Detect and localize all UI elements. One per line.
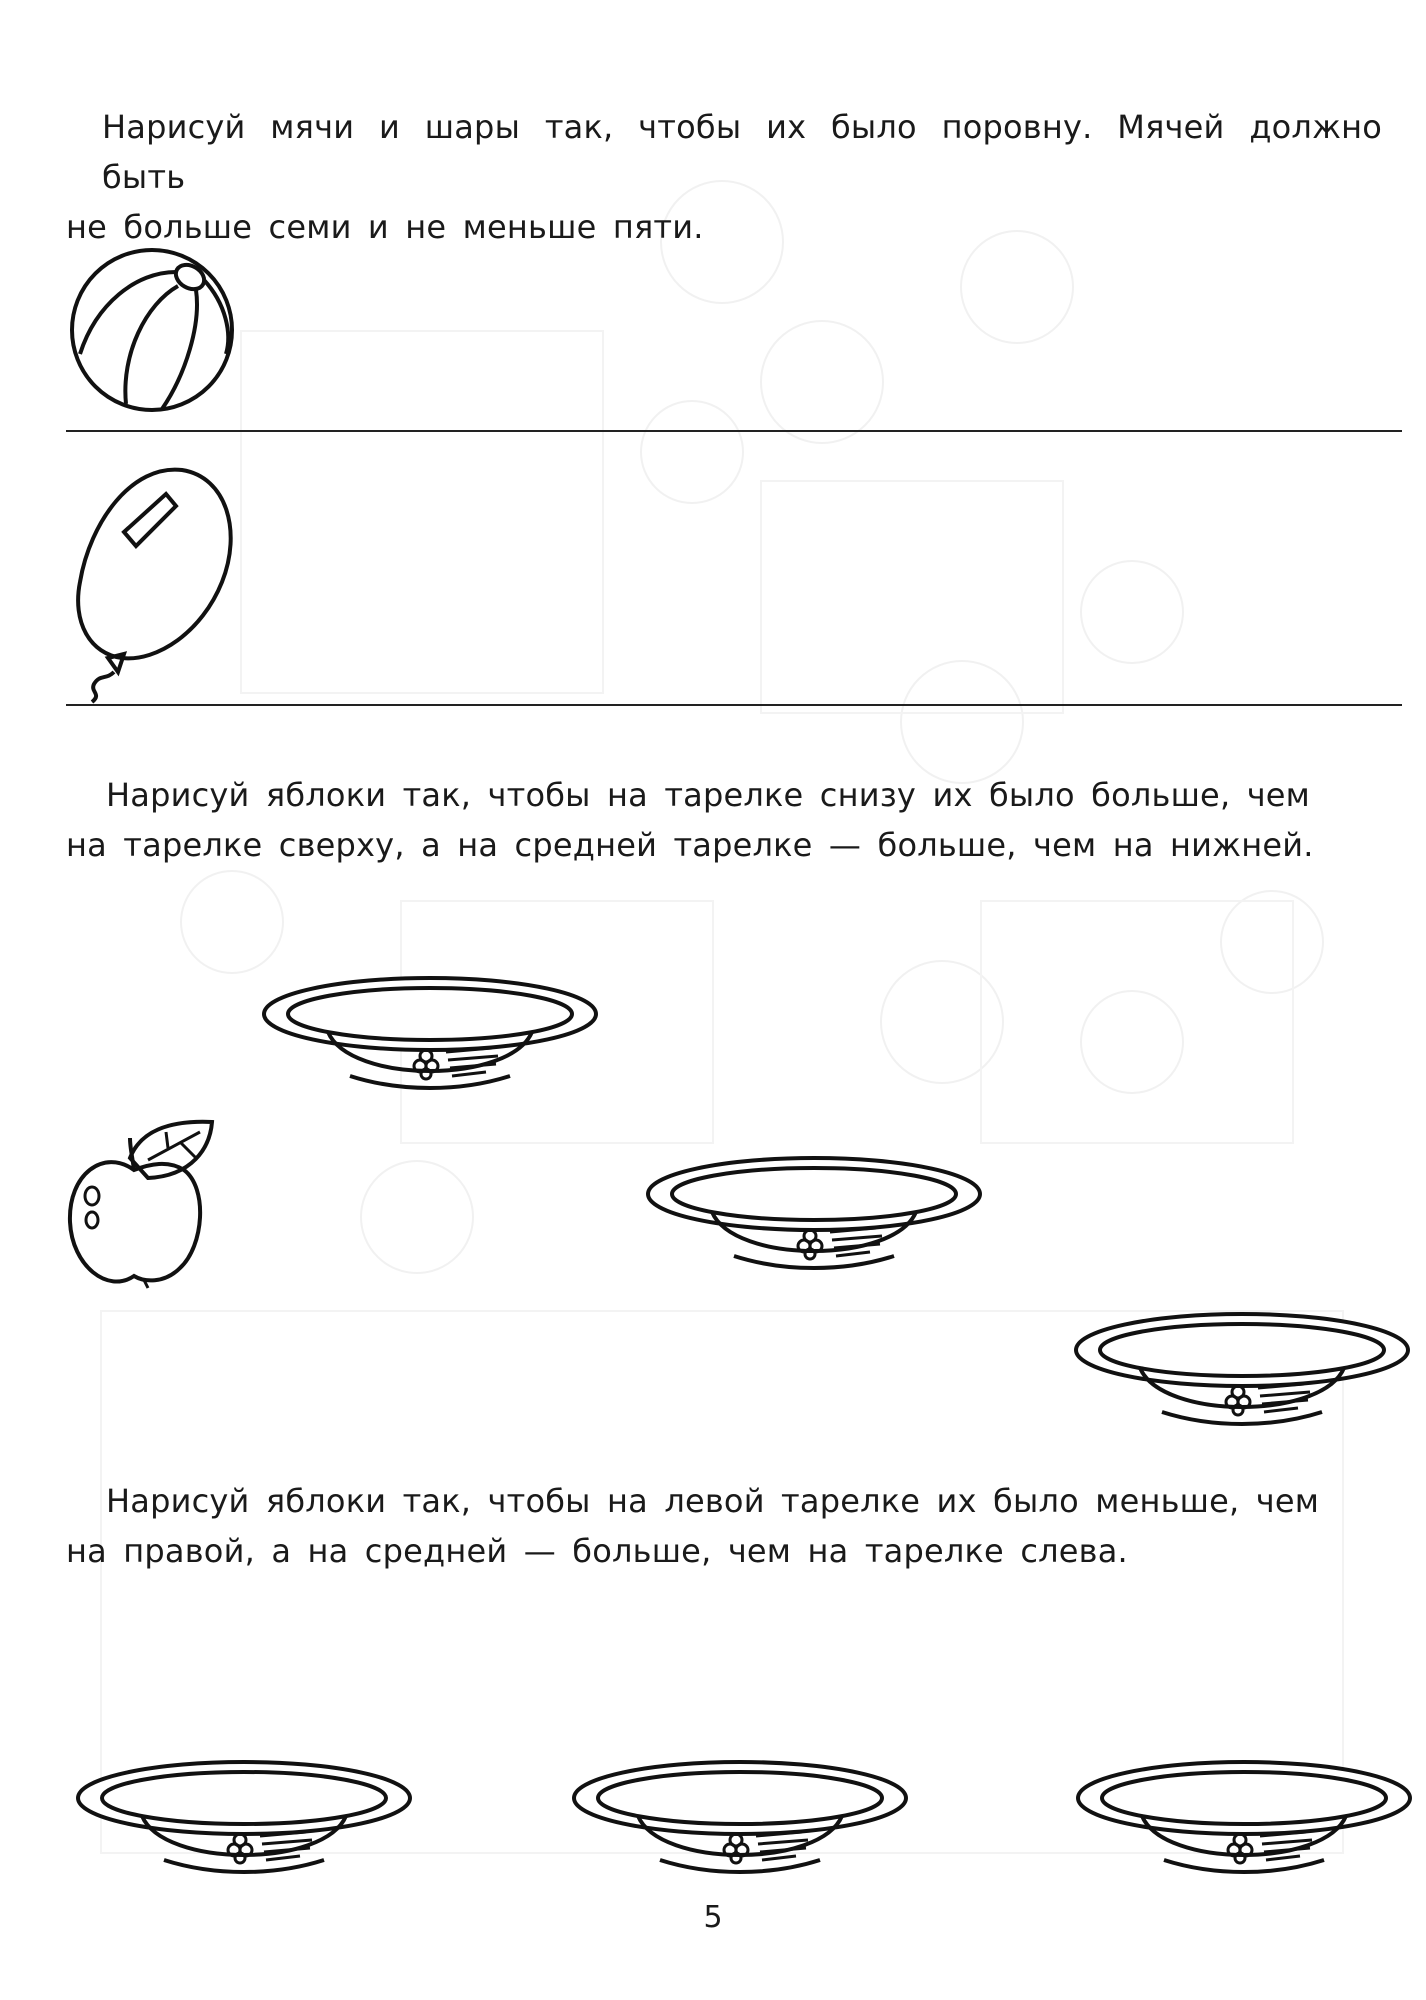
plate-icon — [74, 1758, 414, 1880]
task-1-line-2: не больше семи и не меньше пяти. — [66, 208, 704, 246]
divider-line-2 — [66, 704, 1402, 706]
task-2-line-1: Нарисуй яблоки так, чтобы на тарелке снизу их было больше, чем — [106, 776, 1311, 814]
task-1-instruction — [66, 102, 1382, 252]
task-2-line-2: на тарелке сверху, а на средней тарелке — больше, чем на нижней. — [66, 826, 1314, 864]
task-3-line-2: на правой, а на средней — больше, чем на тарелке слева. — [66, 1532, 1128, 1570]
plate-icon — [1072, 1310, 1412, 1432]
task-3-instruction — [66, 1476, 1402, 1576]
plate-icon — [1074, 1758, 1414, 1880]
task-3-line-1: Нарисуй яблоки так, чтобы на левой тарелке их было меньше, чем — [106, 1482, 1320, 1520]
ball-icon — [66, 244, 238, 416]
plate-icon — [570, 1758, 910, 1880]
apple-icon — [64, 1118, 224, 1290]
task-2-instruction — [66, 770, 1402, 870]
plate-icon — [260, 974, 600, 1096]
page-number: 5 — [703, 1900, 723, 1935]
plate-icon — [644, 1154, 984, 1276]
task-1-line-1: Нарисуй мячи и шары так, чтобы их было поровну. Мячей должно быть — [102, 108, 1382, 196]
balloon-icon — [62, 462, 242, 708]
divider-line-1 — [66, 430, 1402, 432]
